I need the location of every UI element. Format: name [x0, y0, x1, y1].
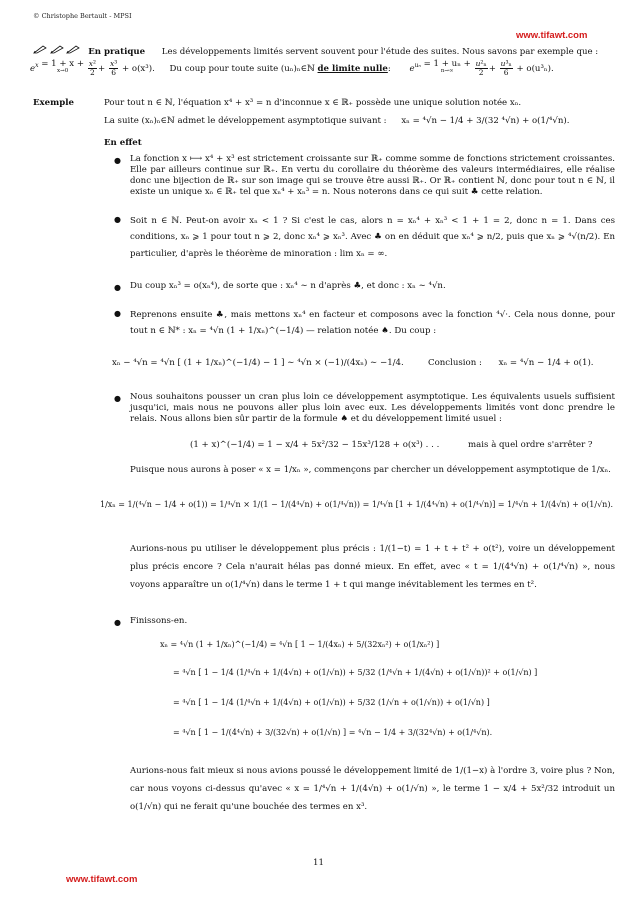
example-line2: La suite (xₙ)ₙ∈ℕ admet le développement asymptotique suivant : xₙ = ⁴√n − 1/4 + 3/(32 ⁴√n) + o(1/⁴√n).: [104, 116, 570, 126]
copyright-icon: ©: [33, 12, 40, 20]
pencil-icon: [66, 45, 80, 58]
item6-line4: = ⁴√n [ 1 − 1/(4⁴√n) + 3/(32√n) + o(1/√n) ] = ⁴√n − 1/4 + 3/(32⁴√n) + o(1/⁴√n).: [173, 728, 493, 737]
fraction: $\frac{\text{u³ₙ}}{6}$: [500, 59, 512, 77]
item-bijection: La fonction x ⟼ x⁴ + x³ est strictement croissante sur ℝ₊ comme somme de fonctions strictement croissantes. Elle par ailleurs continue sur ℝ₊. En vertu du corollaire du théorème des valeurs intermédiaires, elle réalise donc une bijection de ℝ₊ sur son image qui se trouve être aussi ℝ₊. Or ℝ₊ contient ℕ, donc pour tout n ∈ ℕ, il existe un unique xₙ ∈ ℝ₊ tel que xₙ⁴ + xₙ³ = n. Nous noterons dans ce qui suit ♣ cette relation.: [130, 154, 615, 197]
item5-dl: (1 + x)^(−1/4) = 1 − x/4 + 5x²/32 − 15x³/128 + o(x³) . . . mais à quel ordre s'arrêter ?: [190, 440, 593, 450]
en-effet-heading: En effet: [104, 138, 142, 148]
asymptotic-expansion: xₙ = ⁴√n − 1/4 + 3/(32 ⁴√n) + o(1/⁴√n).: [401, 116, 570, 126]
item5-line: Puisque nous aurons à poser « x = 1/xₙ », commençons par chercher un développement asymptotique de 1/xₙ.: [130, 465, 611, 475]
bullet: ●: [114, 156, 121, 165]
item5-question: Aurions-nous pu utiliser le développement plus précis : 1/(1−t) = 1 + t + t² + o(t²), voire un développement plus précis encore ? Cela n'aurait hélas pas donné mieux. En effet, avec « t = 1/(4⁴√n) + o(1/⁴√n) », nous voyons apparaître un o(1/⁴√n) dans le terme 1 + t qui mange inévitablement les termes en t².: [130, 544, 615, 591]
site-link-top[interactable]: www.tifawt.com: [516, 30, 588, 41]
item-finish: Finissons-en.: [130, 616, 188, 626]
pencil-icon: [33, 45, 47, 58]
bullet: ●: [114, 394, 121, 403]
item4-equation: xₙ − ⁴√n = ⁴√n [ (1 + 1/xₙ)^(−1/4) − 1 ] ∼ ⁴√n × (−1)/(4xₙ) ∼ −1/4.: [112, 358, 404, 368]
pencil-icon: [50, 45, 64, 58]
example-line1: Pour tout n ∈ ℕ, l'équation x⁴ + x³ = n d'inconnue x ∈ ℝ₊ possède une unique solution notée xₙ.: [104, 98, 522, 108]
bullet: ●: [114, 283, 121, 292]
item-minoration: Soit n ∈ ℕ. Peut-on avoir xₙ < 1 ? Si c'est le cas, alors n = xₙ⁴ + xₙ³ < 1 + 1 = 2, donc n = 1. Dans ces conditions, xₙ ⩾ 1 pour tout n ⩾ 2, donc xₙ⁴ ⩾ xₙ³. Avec ♣ on en déduit que xₙ⁴ ⩾ n/2, puis que xₙ ⩾ ⁴√(n/2). En particulier, d'après le théorème de minoration : lim xₙ = ∞.: [130, 216, 615, 259]
limit-highlight: de limite nulle: [317, 63, 388, 74]
bullet: ●: [114, 618, 121, 627]
fraction: $\frac{\text{u²ₙ}}{2}$: [475, 59, 487, 77]
bullet: ●: [114, 215, 121, 224]
example-label: Exemple: [33, 98, 74, 108]
exp-left: $e^x$: [30, 61, 39, 74]
intro-formulas: $e^x = 1 + x$ + x→0 $\frac{\text{x²}}{2}$ + $\frac{\text{x³}}{6}$ + o(x³). Du coup pour toute suite (uₙ)ₙ∈ℕ de limite nulle: $e^{u_n} = 1 + u_n$ + n→∞ $\frac{\text{u²ₙ}}{2}$ + $\frac{\text{u³ₙ}}{6}$ + o(u³ₙ).: [30, 59, 554, 77]
item6-paragraph: Aurions-nous fait mieux si nous avions poussé le développement limité de 1/(1−x) à l'ordre 3, voire plus ? Non, car nous voyons ci-dessus qu'avec « x = 1/⁴√n + 1/(4√n) + o(1/√n) », le terme 1 − x/4 + 5x²/32 introduit un o(1/√n) qui ne ferait qu'une bouchée des termes en x³.: [130, 766, 615, 813]
item5-chain: 1/xₙ = 1/(⁴√n − 1/4 + o(1)) = 1/⁴√n × 1/(1 − 1/(4⁴√n) + o(1/⁴√n)) = 1/⁴√n [1 + 1/(4⁴√n) + o(1/⁴√n)] = 1/⁴√n + 1/(4√n) + o(1/√n).: [100, 500, 613, 509]
conclusion-label: Conclusion :: [428, 358, 482, 368]
item-spade-relation: Reprenons ensuite ♣, mais mettons xₙ⁴ en facteur et composons avec la fonction ⁴√·. Cela nous donne, pour tout n ∈ ℕ* : xₙ = ⁴√n (1 + 1/xₙ)^(−1/4) — relation notée ♠. Du coup :: [130, 310, 615, 337]
bullet: ●: [114, 309, 121, 318]
item-dl-intro: Nous souhaitons pousser un cran plus loin ce développement asymptotique. Les équivalents usuels suffisient jusqu'ici, mais nous ne pouvons aller plus loin avec eux. Les développements limités vont donc prendre le relais. Nous allons bien sûr partir de la formule ♠ et du développement limité usuel :: [130, 392, 615, 424]
page-number: 11: [313, 858, 324, 868]
item6-line2: = ⁴√n [ 1 − 1/4 (1/⁴√n + 1/(4√n) + o(1/√n)) + 5/32 (1/⁴√n + 1/(4√n) + o(1/√n))² + o(1/√n) ]: [173, 668, 538, 677]
item6-line1: xₙ = ⁴√n (1 + 1/xₙ)^(−1/4) = ⁴√n [ 1 − 1/(4xₙ) + 5/(32xₙ²) + o(1/xₙ²) ]: [160, 640, 440, 649]
item-equivalent: Du coup xₙ³ = o(xₙ⁴), de sorte que : xₙ⁴ ∼ n d'après ♣, et donc : xₙ ∼ ⁴√n.: [130, 281, 446, 291]
site-link-bottom[interactable]: www.tifawt.com: [66, 874, 138, 885]
author-header: © Christophe Bertault - MPSI: [33, 12, 132, 20]
item4-conclusion: Conclusion : xₙ = ⁴√n − 1/4 + o(1).: [428, 358, 594, 368]
intro-text: Les développements limités servent souvent pour l'étude des suites. Nous savons par exemple que :: [161, 47, 599, 57]
item6-line3: = ⁴√n [ 1 − 1/4 (1/⁴√n + 1/(4√n) + o(1/√n)) + 5/32 (1/√n + o(1/√n)) + o(1/√n) ]: [173, 698, 490, 707]
intro-paragraph: [33, 45, 618, 58]
fraction: $\frac{\text{x³}}{6}$: [109, 59, 118, 77]
section-title: En pratique: [88, 47, 146, 57]
fraction: $\frac{\text{x²}}{2}$: [88, 59, 97, 77]
